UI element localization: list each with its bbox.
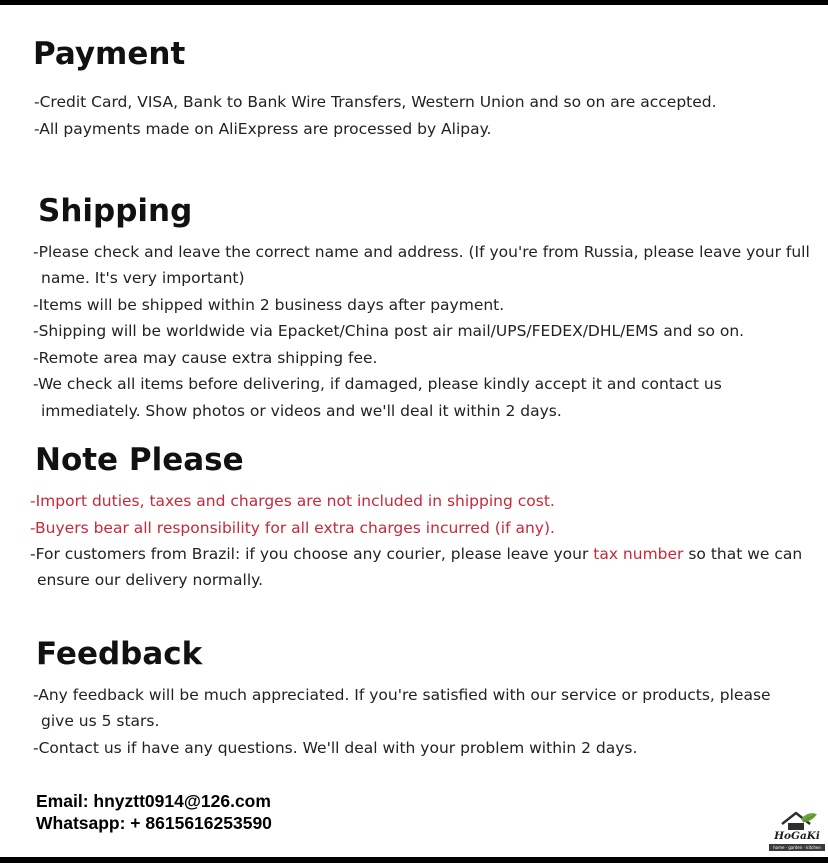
- shipping-heading: Shipping: [38, 193, 193, 229]
- brazil-text-before: -For customers from Brazil: if you choose any courier, please leave your: [30, 545, 594, 563]
- note-line: ensure our delivery normally.: [37, 571, 264, 589]
- whatsapp-contact[interactable]: Whatsapp: + 8615616253590: [36, 813, 272, 833]
- feedback-heading: Feedback: [36, 636, 203, 672]
- payment-heading: Payment: [33, 36, 186, 72]
- shipping-line: name. It's very important): [41, 269, 245, 287]
- shipping-line: immediately. Show photos or videos and we'll deal it within 2 days.: [41, 402, 562, 420]
- email-contact[interactable]: Email: hnyztt0914@126.com: [36, 791, 271, 811]
- note-heading: Note Please: [35, 442, 244, 478]
- note-line-import-duties: -Import duties, taxes and charges are not included in shipping cost.: [30, 492, 555, 510]
- shipping-line: -Shipping will be worldwide via Epacket/China post air mail/UPS/FEDEX/DHL/EMS and so on.: [33, 322, 745, 340]
- shipping-line: -Items will be shipped within 2 business days after payment.: [33, 296, 505, 314]
- note-line-extra-charges: -Buyers bear all responsibility for all extra charges incurred (if any).: [30, 519, 555, 537]
- leaf-house-icon: [768, 810, 826, 832]
- brazil-text-after: so that we can: [683, 545, 803, 563]
- tax-number-highlight: tax number: [593, 545, 684, 563]
- shipping-line: -We check all items before delivering, if damaged, please kindly accept it and contact us: [33, 375, 722, 393]
- logo-name: HoGaKi: [774, 830, 820, 842]
- shipping-line: -Please check and leave the correct name and address. (If you're from Russia, please leave your full: [33, 243, 810, 261]
- payment-line: -Credit Card, VISA, Bank to Bank Wire Transfers, Western Union and so on are accepted.: [34, 93, 717, 111]
- payment-line: -All payments made on AliExpress are processed by Alipay.: [34, 120, 492, 138]
- feedback-line: -Contact us if have any questions. We'll deal with your problem within 2 days.: [33, 739, 638, 757]
- top-border: [0, 0, 828, 5]
- brand-logo: [768, 810, 826, 852]
- logo-tagline: home · garden · kitchen: [769, 844, 825, 851]
- shipping-line: -Remote area may cause extra shipping fee.: [33, 349, 378, 367]
- feedback-line: give us 5 stars.: [41, 712, 160, 730]
- bottom-border: [0, 857, 828, 863]
- feedback-line: -Any feedback will be much appreciated. If you're satisfied with our service or products, please: [33, 686, 771, 704]
- note-line-brazil: [30, 544, 802, 564]
